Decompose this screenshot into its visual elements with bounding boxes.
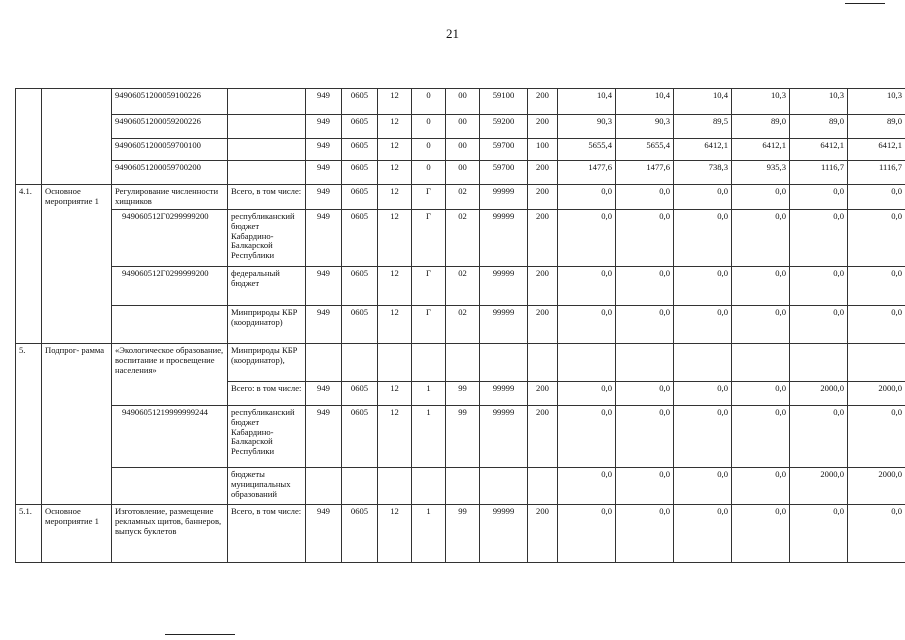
status-cell: Основное мероприятие 1 [42,185,112,344]
rz-pr-cell: 0605 [342,209,378,266]
rz-pr-cell [342,343,378,381]
funding-source [228,89,306,115]
om-cell: 00 [446,89,480,115]
pgp-cell: Г [412,185,446,210]
om-cell: 02 [446,305,480,343]
value-cell: 10,3 [790,89,848,115]
gp-cell [378,467,412,504]
direction-cell: 99999 [480,305,528,343]
funding-source: федеральный бюджет [228,266,306,305]
value-cell: 0,0 [848,405,905,467]
gp-cell: 12 [378,89,412,115]
value-cell: 90,3 [558,115,616,139]
value-cell: 0,0 [674,266,732,305]
vr-cell: 100 [528,139,558,161]
rz-pr-cell: 0605 [342,504,378,562]
table-row [16,467,905,504]
grbs-cell: 949 [306,405,342,467]
grbs-cell: 949 [306,209,342,266]
value-cell: 0,0 [674,381,732,405]
funding-source: республиканский бюджет Кабардино-Балкарской Республики [228,209,306,266]
table-row [16,266,905,305]
budget-code [112,467,228,504]
direction-cell: 59700 [480,139,528,161]
om-cell [446,343,480,381]
vr-cell [528,467,558,504]
value-cell: 0,0 [616,504,674,562]
gp-cell: 12 [378,115,412,139]
om-cell [446,467,480,504]
funding-source [228,139,306,161]
table-row [16,89,905,115]
value-cell: 89,5 [674,115,732,139]
value-cell: 2000,0 [848,381,905,405]
vr-cell: 200 [528,305,558,343]
value-cell: 0,0 [732,467,790,504]
row-number: 5. [16,343,42,504]
measure-name: «Экологическое образование, воспитание и просвещение населения» [112,343,228,405]
value-cell: 2000,0 [790,467,848,504]
value-cell [848,343,905,381]
grbs-cell: 949 [306,381,342,405]
bottom-rule [165,634,235,635]
funding-source: бюджеты муниципальных образований [228,467,306,504]
grbs-cell [306,343,342,381]
value-cell: 0,0 [674,405,732,467]
pgp-cell: 0 [412,139,446,161]
direction-cell: 59700 [480,161,528,185]
pgp-cell: Г [412,305,446,343]
funding-source: республиканский бюджет Кабардино-Балкарской Республики [228,405,306,467]
om-cell: 00 [446,161,480,185]
value-cell: 10,4 [674,89,732,115]
gp-cell: 12 [378,209,412,266]
value-cell: 2000,0 [848,467,905,504]
value-cell: 0,0 [616,185,674,210]
value-cell [732,343,790,381]
direction-cell: 99999 [480,185,528,210]
pgp-cell [412,343,446,381]
rz-pr-cell: 0605 [342,161,378,185]
value-cell: 89,0 [732,115,790,139]
om-cell: 99 [446,504,480,562]
budget-code: 94906051219999999244 [112,405,228,467]
value-cell: 10,4 [616,89,674,115]
vr-cell: 200 [528,89,558,115]
budget-code: 949060512Г0299999200 [112,266,228,305]
status-cell [42,89,112,185]
gp-cell: 12 [378,266,412,305]
budget-code [112,305,228,343]
budget-table [15,88,905,563]
value-cell: 0,0 [848,504,905,562]
value-cell: 0,0 [558,209,616,266]
vr-cell: 200 [528,185,558,210]
status-cell: Основное мероприятие 1 [42,504,112,562]
vr-cell [528,343,558,381]
value-cell: 1116,7 [848,161,905,185]
value-cell: 0,0 [848,185,905,210]
grbs-cell [306,467,342,504]
direction-cell: 99999 [480,405,528,467]
value-cell: 0,0 [848,266,905,305]
grbs-cell: 949 [306,305,342,343]
direction-cell: 99999 [480,504,528,562]
pgp-cell: 1 [412,405,446,467]
direction-cell [480,467,528,504]
funding-source: Всего, в том числе: [228,504,306,562]
vr-cell: 200 [528,161,558,185]
row-number [16,89,42,185]
value-cell: 1477,6 [558,161,616,185]
value-cell: 0,0 [790,504,848,562]
value-cell: 0,0 [732,405,790,467]
table-row [16,405,905,467]
gp-cell: 12 [378,405,412,467]
measure-name: Регулирование численности хищников [112,185,228,210]
value-cell: 6412,1 [674,139,732,161]
gp-cell: 12 [378,139,412,161]
table-row [16,161,905,185]
rz-pr-cell [342,467,378,504]
value-cell: 0,0 [558,305,616,343]
value-cell: 0,0 [674,185,732,210]
value-cell: 0,0 [674,504,732,562]
value-cell: 0,0 [732,305,790,343]
gp-cell: 12 [378,381,412,405]
grbs-cell: 949 [306,185,342,210]
value-cell: 0,0 [616,209,674,266]
value-cell: 0,0 [790,185,848,210]
value-cell: 0,0 [616,405,674,467]
value-cell: 1116,7 [790,161,848,185]
value-cell: 0,0 [790,266,848,305]
value-cell: 0,0 [732,266,790,305]
value-cell: 89,0 [848,115,905,139]
funding-source [228,115,306,139]
value-cell: 0,0 [616,305,674,343]
value-cell [616,343,674,381]
gp-cell: 12 [378,185,412,210]
gp-cell: 12 [378,305,412,343]
budget-code: 94906051200059200226 [112,115,228,139]
vr-cell: 200 [528,405,558,467]
rz-pr-cell: 0605 [342,185,378,210]
direction-cell [480,343,528,381]
table-row [16,185,905,210]
row-number: 4.1. [16,185,42,344]
rz-pr-cell: 0605 [342,381,378,405]
row-number: 5.1. [16,504,42,562]
direction-cell: 99999 [480,381,528,405]
value-cell: 10,4 [558,89,616,115]
value-cell: 0,0 [790,405,848,467]
funding-source: Минприроды КБР (координатор) [228,305,306,343]
grbs-cell: 949 [306,139,342,161]
table-row [16,139,905,161]
value-cell: 0,0 [616,381,674,405]
om-cell: 99 [446,405,480,467]
rz-pr-cell: 0605 [342,305,378,343]
funding-source [228,161,306,185]
rz-pr-cell: 0605 [342,139,378,161]
vr-cell: 200 [528,381,558,405]
value-cell: 0,0 [558,504,616,562]
pgp-cell: Г [412,209,446,266]
om-cell: 02 [446,185,480,210]
value-cell: 0,0 [558,266,616,305]
table-row [16,115,905,139]
table-row [16,343,905,381]
value-cell: 0,0 [790,209,848,266]
value-cell: 0,0 [674,209,732,266]
value-cell [790,343,848,381]
page-number: 21 [446,26,459,41]
om-cell: 02 [446,266,480,305]
funding-source: Всего, в том числе: [228,185,306,210]
value-cell: 0,0 [848,209,905,266]
direction-cell: 59200 [480,115,528,139]
value-cell: 6412,1 [790,139,848,161]
value-cell: 0,0 [848,305,905,343]
value-cell: 0,0 [732,381,790,405]
pgp-cell: 0 [412,115,446,139]
value-cell: 0,0 [616,266,674,305]
vr-cell: 200 [528,266,558,305]
table-row [16,305,905,343]
value-cell: 0,0 [558,185,616,210]
value-cell: 2000,0 [790,381,848,405]
om-cell: 00 [446,115,480,139]
direction-cell: 59100 [480,89,528,115]
value-cell: 0,0 [616,467,674,504]
value-cell: 0,0 [558,467,616,504]
status-cell: Подпрог- рамма [42,343,112,504]
value-cell: 5655,4 [558,139,616,161]
pgp-cell [412,467,446,504]
value-cell: 0,0 [558,405,616,467]
budget-code: 94906051200059100226 [112,89,228,115]
value-cell: 935,3 [732,161,790,185]
value-cell: 6412,1 [848,139,905,161]
measure-name: Изготовление, размещение рекламных щитов, баннеров, выпуск буклетов [112,504,228,562]
value-cell: 0,0 [732,209,790,266]
value-cell: 0,0 [732,504,790,562]
rz-pr-cell: 0605 [342,405,378,467]
gp-cell: 12 [378,504,412,562]
table-row [16,209,905,266]
gp-cell [378,343,412,381]
value-cell: 10,3 [732,89,790,115]
pgp-cell: 0 [412,161,446,185]
grbs-cell: 949 [306,161,342,185]
pgp-cell: 0 [412,89,446,115]
value-cell [674,343,732,381]
value-cell: 1477,6 [616,161,674,185]
rz-pr-cell: 0605 [342,115,378,139]
rz-pr-cell: 0605 [342,89,378,115]
funding-source: Минприроды КБР (координатор), [228,343,306,381]
value-cell: 90,3 [616,115,674,139]
om-cell: 99 [446,381,480,405]
value-cell: 89,0 [790,115,848,139]
vr-cell: 200 [528,115,558,139]
table-row [16,504,905,562]
vr-cell: 200 [528,209,558,266]
value-cell: 0,0 [732,185,790,210]
direction-cell: 99999 [480,266,528,305]
value-cell: 0,0 [790,305,848,343]
value-cell: 0,0 [558,381,616,405]
om-cell: 02 [446,209,480,266]
grbs-cell: 949 [306,89,342,115]
vr-cell: 200 [528,504,558,562]
grbs-cell: 949 [306,504,342,562]
value-cell: 0,0 [674,467,732,504]
value-cell: 738,3 [674,161,732,185]
budget-code: 94906051200059700200 [112,161,228,185]
om-cell: 00 [446,139,480,161]
direction-cell: 99999 [480,209,528,266]
grbs-cell: 949 [306,266,342,305]
value-cell: 10,3 [848,89,905,115]
budget-code: 94906051200059700100 [112,139,228,161]
value-cell: 5655,4 [616,139,674,161]
value-cell: 6412,1 [732,139,790,161]
budget-code: 949060512Г0299999200 [112,209,228,266]
value-cell: 0,0 [674,305,732,343]
top-rule [845,3,885,4]
pgp-cell: 1 [412,504,446,562]
grbs-cell: 949 [306,115,342,139]
pgp-cell: 1 [412,381,446,405]
pgp-cell: Г [412,266,446,305]
funding-source: Всего: в том числе: [228,381,306,405]
rz-pr-cell: 0605 [342,266,378,305]
value-cell [558,343,616,381]
gp-cell: 12 [378,161,412,185]
